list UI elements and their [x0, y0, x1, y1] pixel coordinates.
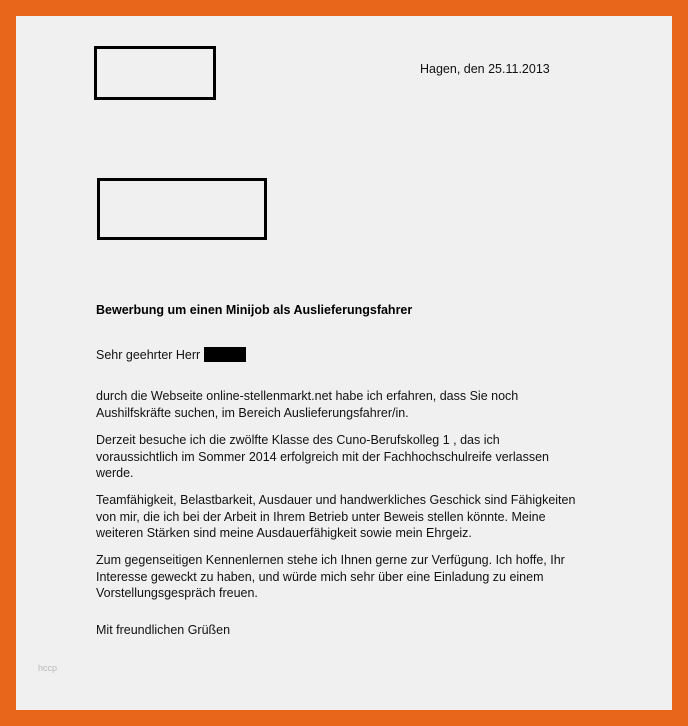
salutation-text: Sehr geehrter Herr: [96, 348, 201, 362]
letter-salutation: [96, 348, 246, 363]
letter-paragraph-1: durch die Webseite online-stellenmarkt.net habe ich erfahren, dass Sie noch Aushilfskräfte suchen, im Bereich Auslieferungsfahrer/in.: [96, 389, 519, 420]
sender-address-redaction-box: [94, 46, 216, 100]
letter-paragraph-3: Teamfähigkeit, Belastbarkeit, Ausdauer und handwerkliches Geschick sind Fähigkeiten von mir, die ich bei der Arbeit in Ihrem Betrieb unter Beweis stellen könnte. Meine weiteren Stärken sind meine Ausdauerfähigkeit sowie mein Ehrgeiz.: [96, 493, 576, 540]
footer-watermark: hccp: [38, 663, 58, 673]
date-line: Hagen, den 25.11.2013: [420, 62, 550, 76]
recipient-name-redaction-bar: [204, 347, 246, 362]
letter-page: [16, 16, 672, 710]
letter-paragraph-4: Zum gegenseitigen Kennenlernen stehe ich Ihnen gerne zur Verfügung. Ich hoffe, Ihr Interesse geweckt zu haben, und würde mich sehr über eine Einladung zu einem Vorstellungsgespräch freuen.: [96, 553, 565, 600]
letter-paragraph-2: Derzeit besuche ich die zwölfte Klasse des Cuno-Berufskolleg 1 , das ich voraussichtlich im Sommer 2014 erfolgreich mit der Fachhochschulreife verlassen werde.: [96, 433, 549, 480]
letter-closing: Mit freundlichen Grüßen: [96, 623, 231, 637]
recipient-address-redaction-box: [97, 178, 267, 240]
letter-subject: Bewerbung um einen Minijob als Auslieferungsfahrer: [96, 303, 413, 317]
